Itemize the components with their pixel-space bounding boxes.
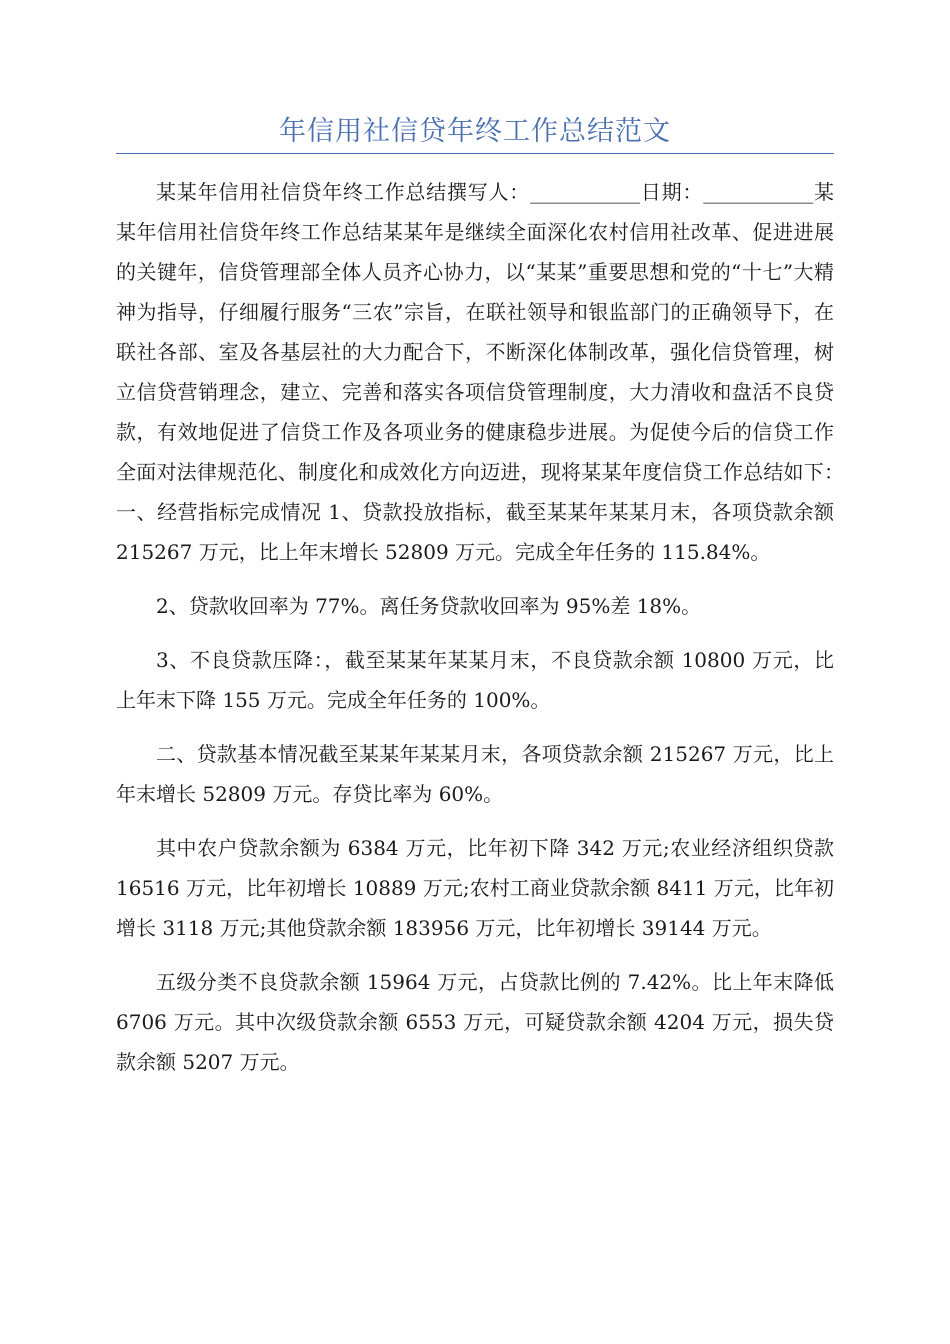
document-body (116, 172, 854, 1096)
document-title: 年信用社信贷年终工作总结范文 (279, 116, 671, 147)
paragraph-bad-loan-reduction: 3、不良贷款压降：，截至某某年某某月末，不良贷款余额 10800 万元，比上年末下降 155 万元。完成全年任务的 100%。 (116, 648, 834, 712)
title-underline (116, 153, 834, 154)
paragraph-loan-breakdown: 其中农户贷款余额为 6384 万元，比年初下降 342 万元;农业经济组织贷款 16516 万元，比年初增长 10889 万元;农村工商业贷款余额 8411 万元，比年初增长 3118 万元;其他贷款余额 183956 万元，比年初增长 39144 万元。 (116, 836, 834, 940)
paragraph-intro: 某某年信用社信贷年终工作总结撰写人：___________日期：___________某某年信用社信贷年终工作总结某某年是继续全面深化农村信用社改革、促进进展的关键年，信贷管理部全体人员齐心协力，以“某某”重要思想和党的“十七”大精神为指导，仔细履行服务“三农”宗旨，在联社领导和银监部门的正确领导下，在联社各部、室及各基层社的大力配合下，不断深化体制改革，强化信贷管理，树立信贷营销理念，建立、完善和落实各项信贷管理制度，大力清收和盘活不良贷款，有效地促进了信贷工作及各项业务的健康稳步进展。为促使今后的信贷工作全面对法律规范化、制度化和成效化方向迈进，现将某某年度信贷工作总结如下： 一、经营指标完成情况 1、贷款投放指标，截至某某年某某月末，各项贷款余额 215267 万元，比上年末增长 52809 万元。完成全年任务的 115.84%。 (116, 180, 854, 564)
paragraph-loan-overview: 二、贷款基本情况截至某某年某某月末，各项贷款余额 215267 万元，比上年末增长 52809 万元。存贷比率为 60%。 (116, 742, 834, 806)
paragraph-five-level-classification: 五级分类不良贷款余额 15964 万元，占贷款比例的 7.42%。比上年末降低 6706 万元。其中次级贷款余额 6553 万元，可疑贷款余额 4204 万元，损失贷款余额 5207 万元。 (116, 970, 834, 1074)
paragraph-recovery-rate: 2、贷款收回率为 77%。离任务贷款收回率为 95%差 18%。 (156, 594, 702, 618)
